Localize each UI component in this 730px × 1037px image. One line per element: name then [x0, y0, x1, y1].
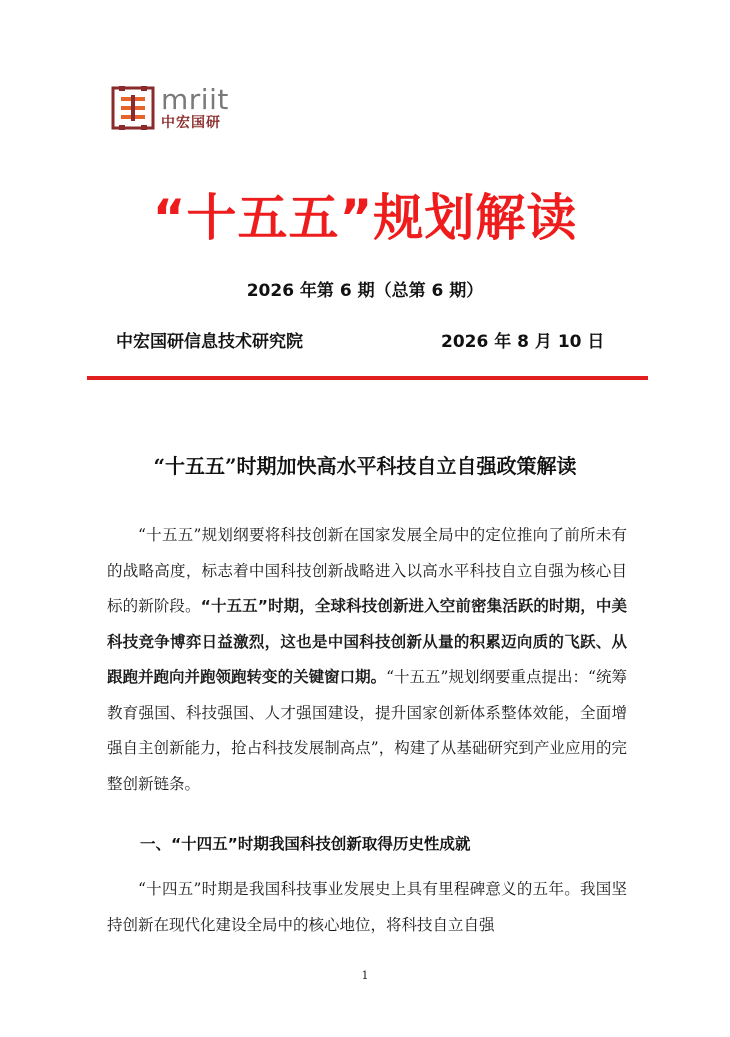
publish-date: 2026 年 8 月 10 日: [441, 332, 605, 352]
report-title: “十五五”规划解读: [152, 189, 578, 247]
logo: [109, 84, 229, 132]
paragraph-section-1: “十四五”时期是我国科技事业发展史上具有里程碑意义的五年。我国坚持创新在现代化建设全局中的核心地位，将科技自立自强: [107, 880, 627, 934]
paragraph-intro-bold-part: “十五五”时期，全球科技创新进入空前密集活跃的时期，中美科技竞争博弈日益激烈，这也是中国科技创新从量的积累迈向质的飞跃、从跟跑并跑向并跑领跑转变的关键窗口期。: [107, 597, 627, 686]
logo-chinese-text: 中宏国研: [161, 115, 221, 131]
issue-number: 2026 年第 6 期（总第 6 期）: [246, 281, 484, 301]
paragraph-intro-part-3: “十五五”规划纲要重点提出：“统筹教育强国、科技强国、人才强国建设，提升国家创新体系整体效能，全面增强自主创新能力，抢占科技发展制高点”，构建了从基础研究到产业应用的完整创新链条。: [107, 668, 627, 793]
paragraph-intro-part-1: “十五五”规划纲要将科技创新在国家发展全局中的定位推向了前所未有的战略高度，标志着中国科技创新战略进入以高水平科技自立自强为核心目标的新阶段。: [107, 526, 627, 615]
page-number: 1: [361, 969, 369, 982]
organization-name: 中宏国研信息技术研究院: [116, 332, 303, 352]
section-heading-1: 一、“十四五”时期我国科技创新取得历史性成就: [140, 835, 471, 853]
logo-english-text: mriit: [161, 83, 229, 116]
article-title: “十五五”时期加快高水平科技自立自强政策解读: [153, 454, 577, 478]
header-divider: [87, 376, 648, 380]
mriit-logo-icon: [109, 84, 157, 132]
paragraph-intro: [107, 518, 627, 802]
